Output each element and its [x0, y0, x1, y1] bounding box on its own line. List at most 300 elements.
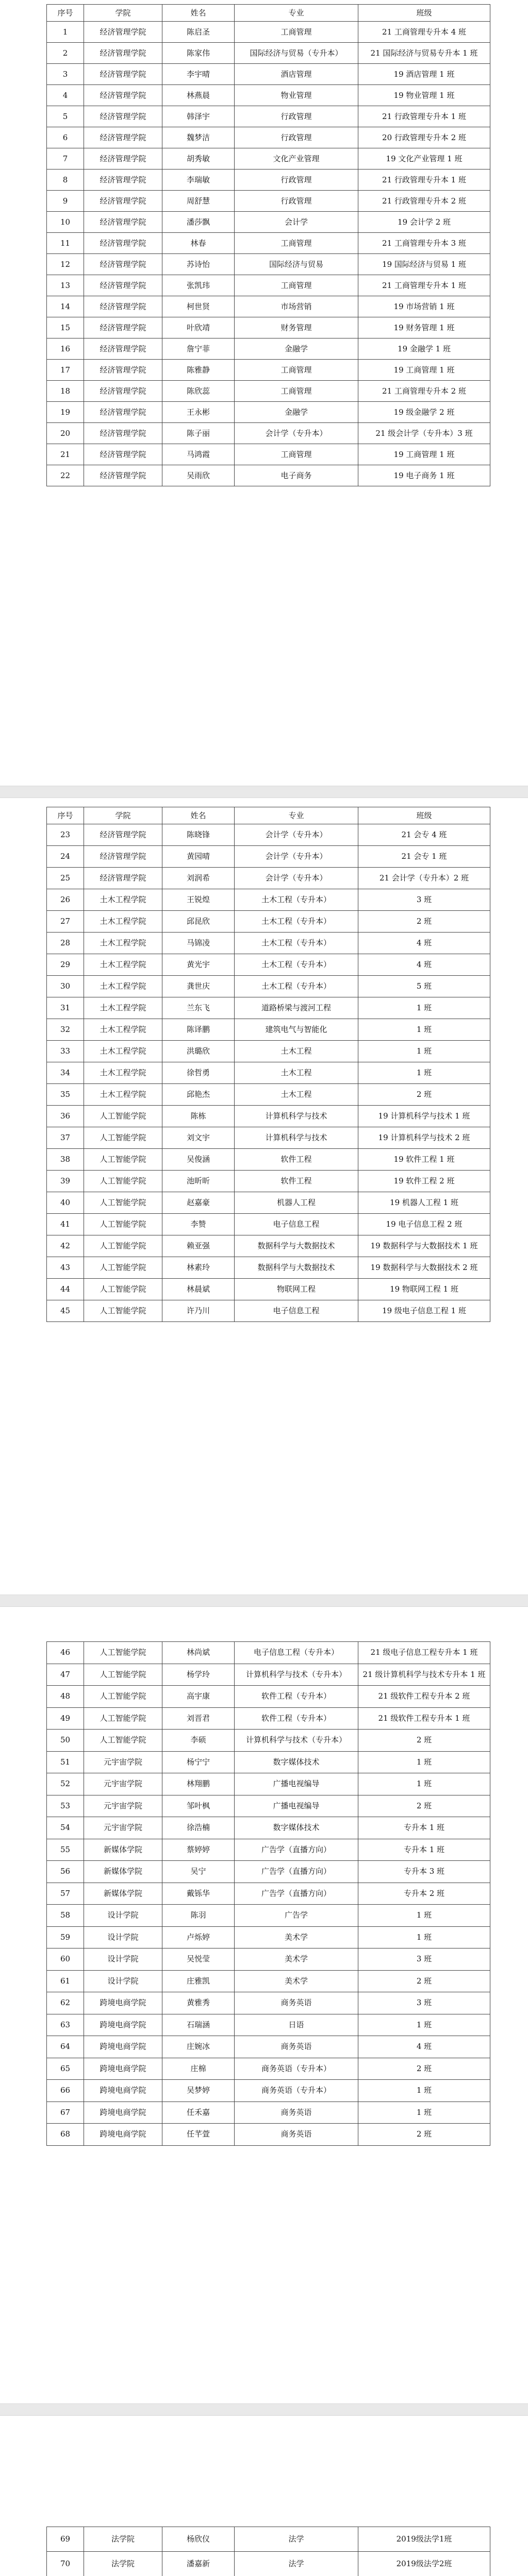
cell-major: 广告学 [235, 1905, 358, 1927]
cell-college: 元宇宙学院 [84, 1773, 162, 1795]
cell-college: 土木工程学院 [84, 1019, 162, 1041]
cell-name: 戴铄华 [162, 1883, 235, 1905]
page-separator [0, 2403, 528, 2416]
cell-index: 55 [47, 1839, 84, 1861]
cell-major: 数字媒体技术 [235, 1817, 358, 1839]
cell-index: 22 [47, 465, 84, 486]
table-row [47, 191, 490, 212]
cell-college: 人工智能学院 [84, 1106, 162, 1127]
cell-index: 57 [47, 1883, 84, 1905]
cell-class: 专升本 3 班 [358, 1861, 490, 1883]
cell-college: 经济管理学院 [84, 148, 162, 170]
roster-table-page-4 [46, 2527, 490, 2576]
cell-name: 周舒慧 [162, 191, 235, 212]
cell-major: 广告学（直播方向） [235, 1839, 358, 1861]
cell-index: 32 [47, 1019, 84, 1041]
cell-name: 邱艳杰 [162, 1084, 235, 1106]
table-row [47, 43, 490, 64]
cell-name: 魏梦洁 [162, 127, 235, 148]
cell-index: 69 [47, 2527, 84, 2552]
cell-college: 人工智能学院 [84, 1192, 162, 1214]
cell-index: 60 [47, 1948, 84, 1971]
table-row [47, 1300, 490, 1322]
table-row [47, 233, 490, 254]
header-row [47, 5, 490, 22]
cell-college: 人工智能学院 [84, 1686, 162, 1708]
page-separator [0, 786, 528, 798]
cell-name: 张凯玮 [162, 275, 235, 296]
cell-class: 1 班 [358, 1905, 490, 1927]
cell-college: 人工智能学院 [84, 1257, 162, 1279]
cell-name: 庄棉 [162, 2058, 235, 2080]
header-class: 班级 [358, 807, 490, 824]
cell-index: 67 [47, 2102, 84, 2124]
cell-name: 卢烁婷 [162, 1926, 235, 1948]
cell-index: 64 [47, 2036, 84, 2058]
table-row [47, 1192, 490, 1214]
cell-name: 邱昆欣 [162, 911, 235, 933]
cell-college: 经济管理学院 [84, 127, 162, 148]
cell-name: 黄雅秀 [162, 1992, 235, 2014]
cell-index: 43 [47, 1257, 84, 1279]
cell-index: 44 [47, 1279, 84, 1300]
cell-index: 65 [47, 2058, 84, 2080]
cell-name: 庄婉冰 [162, 2036, 235, 2058]
cell-index: 21 [47, 444, 84, 465]
cell-college: 经济管理学院 [84, 824, 162, 846]
page-2 [0, 804, 528, 1322]
cell-class: 1 班 [358, 2102, 490, 2124]
page-1 [0, 0, 528, 486]
cell-class: 19 电子信息工程 2 班 [358, 1214, 490, 1235]
table-row [47, 85, 490, 106]
table-row [47, 106, 490, 127]
cell-class: 专升本 2 班 [358, 1883, 490, 1905]
cell-name: 李赞 [162, 1214, 235, 1235]
cell-major: 计算机科学与技术 [235, 1106, 358, 1127]
table-row [47, 338, 490, 360]
cell-class: 2 班 [358, 911, 490, 933]
cell-college: 经济管理学院 [84, 233, 162, 254]
table-row [47, 846, 490, 868]
cell-college: 人工智能学院 [84, 1664, 162, 1686]
cell-name: 任芊萱 [162, 2124, 235, 2146]
cell-name: 李宇晴 [162, 64, 235, 85]
cell-class: 19 数据科学与大数据技术 2 班 [358, 1257, 490, 1279]
cell-college: 新媒体学院 [84, 1839, 162, 1861]
cell-name: 王锐煌 [162, 889, 235, 911]
cell-college: 经济管理学院 [84, 22, 162, 43]
cell-college: 经济管理学院 [84, 212, 162, 233]
table-row [47, 465, 490, 486]
cell-college: 人工智能学院 [84, 1171, 162, 1192]
cell-major: 广告学（直播方向） [235, 1883, 358, 1905]
cell-college: 跨境电商学院 [84, 2036, 162, 2058]
table-row [47, 22, 490, 43]
table-row [47, 997, 490, 1019]
cell-name: 任禾嘉 [162, 2102, 235, 2124]
cell-class: 1 班 [358, 997, 490, 1019]
cell-class: 4 班 [358, 2036, 490, 2058]
cell-name: 吴雨欣 [162, 465, 235, 486]
cell-name: 池昕昕 [162, 1171, 235, 1192]
cell-class: 2 班 [358, 1970, 490, 1992]
table-row [47, 423, 490, 444]
cell-major: 软件工程 [235, 1149, 358, 1171]
cell-index: 23 [47, 824, 84, 846]
cell-index: 58 [47, 1905, 84, 1927]
cell-index: 68 [47, 2124, 84, 2146]
cell-index: 52 [47, 1773, 84, 1795]
cell-major: 电子信息工程（专升本） [235, 1642, 358, 1664]
table-row [47, 1992, 490, 2014]
cell-major: 行政管理 [235, 127, 358, 148]
table-row [47, 868, 490, 889]
cell-name: 林燕晨 [162, 85, 235, 106]
cell-class: 21 级软件工程专升本 2 班 [358, 1686, 490, 1708]
cell-name: 林翔鹏 [162, 1773, 235, 1795]
cell-class: 19 计算机科学与技术 2 班 [358, 1127, 490, 1149]
cell-major: 酒店管理 [235, 64, 358, 85]
cell-index: 10 [47, 212, 84, 233]
cell-college: 经济管理学院 [84, 360, 162, 381]
cell-class: 21 工商管理专升本 4 班 [358, 22, 490, 43]
cell-name: 陈欣蕊 [162, 381, 235, 402]
table-row [47, 1970, 490, 1992]
cell-index: 66 [47, 2080, 84, 2102]
cell-major: 计算机科学与技术（专升本） [235, 1730, 358, 1752]
cell-index: 35 [47, 1084, 84, 1106]
cell-class: 21 工商管理专升本 2 班 [358, 381, 490, 402]
cell-name: 胡秀敏 [162, 148, 235, 170]
cell-college: 跨境电商学院 [84, 2058, 162, 2080]
cell-major: 土木工程（专升本） [235, 976, 358, 997]
table-row [47, 1817, 490, 1839]
cell-index: 27 [47, 911, 84, 933]
cell-name: 吴俊涵 [162, 1149, 235, 1171]
cell-name: 林晨斌 [162, 1279, 235, 1300]
cell-major: 电子信息工程 [235, 1214, 358, 1235]
cell-index: 20 [47, 423, 84, 444]
table-row [47, 1127, 490, 1149]
cell-major: 商务英语 [235, 2102, 358, 2124]
cell-major: 土木工程 [235, 1041, 358, 1062]
cell-major: 广播电视编导 [235, 1773, 358, 1795]
cell-index: 3 [47, 64, 84, 85]
cell-name: 邹叶枫 [162, 1795, 235, 1817]
table-row [47, 2552, 490, 2576]
cell-major: 工商管理 [235, 360, 358, 381]
cell-college: 经济管理学院 [84, 868, 162, 889]
cell-name: 韩泽宇 [162, 106, 235, 127]
cell-name: 叶欣靖 [162, 317, 235, 338]
table-row [47, 1041, 490, 1062]
cell-index: 16 [47, 338, 84, 360]
cell-class: 1 班 [358, 1019, 490, 1041]
table-row [47, 1171, 490, 1192]
cell-index: 51 [47, 1751, 84, 1773]
cell-index: 11 [47, 233, 84, 254]
cell-index: 28 [47, 933, 84, 954]
cell-name: 杨宁宁 [162, 1751, 235, 1773]
cell-class: 19 软件工程 2 班 [358, 1171, 490, 1192]
cell-college: 元宇宙学院 [84, 1751, 162, 1773]
table-row [47, 402, 490, 423]
cell-college: 经济管理学院 [84, 64, 162, 85]
cell-index: 42 [47, 1235, 84, 1257]
table-row [47, 1664, 490, 1686]
cell-name: 陈启圣 [162, 22, 235, 43]
cell-class: 21 会专 1 班 [358, 846, 490, 868]
table-row [47, 1883, 490, 1905]
header-name: 姓名 [162, 5, 235, 22]
header-index: 序号 [47, 5, 84, 22]
table-row [47, 1106, 490, 1127]
cell-class: 19 计算机科学与技术 1 班 [358, 1106, 490, 1127]
cell-class: 1 班 [358, 1062, 490, 1084]
cell-name: 李硕 [162, 1730, 235, 1752]
cell-index: 13 [47, 275, 84, 296]
cell-class: 1 班 [358, 1041, 490, 1062]
cell-class: 专升本 1 班 [358, 1817, 490, 1839]
table-row [47, 889, 490, 911]
table-row [47, 1084, 490, 1106]
roster-table-page-3 [46, 1641, 490, 2146]
cell-class: 21 级会计学（专升本）3 班 [358, 423, 490, 444]
cell-major: 土木工程（专升本） [235, 911, 358, 933]
cell-college: 法学院 [84, 2552, 162, 2576]
cell-major: 行政管理 [235, 106, 358, 127]
cell-major: 国际经济与贸易 [235, 254, 358, 275]
cell-name: 詹宁菲 [162, 338, 235, 360]
table-row [47, 381, 490, 402]
cell-class: 19 市场营销 1 班 [358, 296, 490, 317]
cell-name: 吴宁 [162, 1861, 235, 1883]
cell-college: 设计学院 [84, 1948, 162, 1971]
cell-index: 26 [47, 889, 84, 911]
cell-name: 许乃川 [162, 1300, 235, 1322]
cell-class: 2019级法学1班 [358, 2527, 490, 2552]
cell-college: 跨境电商学院 [84, 2102, 162, 2124]
cell-name: 黄园晴 [162, 846, 235, 868]
cell-index: 62 [47, 1992, 84, 2014]
cell-college: 经济管理学院 [84, 444, 162, 465]
cell-college: 土木工程学院 [84, 997, 162, 1019]
cell-class: 19 级金融学 2 班 [358, 402, 490, 423]
cell-class: 19 物联网工程 1 班 [358, 1279, 490, 1300]
cell-name: 刘晋君 [162, 1707, 235, 1730]
cell-index: 34 [47, 1062, 84, 1084]
cell-class: 3 班 [358, 1992, 490, 2014]
table-row [47, 1839, 490, 1861]
cell-class: 5 班 [358, 976, 490, 997]
cell-major: 数字媒体技术 [235, 1751, 358, 1773]
cell-name: 高宇康 [162, 1686, 235, 1708]
cell-major: 计算机科学与技术 [235, 1127, 358, 1149]
table-row [47, 1149, 490, 1171]
cell-class: 21 会计学（专升本）2 班 [358, 868, 490, 889]
table-row [47, 275, 490, 296]
table-row [47, 2036, 490, 2058]
cell-college: 土木工程学院 [84, 933, 162, 954]
cell-index: 2 [47, 43, 84, 64]
cell-index: 61 [47, 1970, 84, 1992]
cell-name: 柯世贤 [162, 296, 235, 317]
cell-major: 商务英语 [235, 2124, 358, 2146]
cell-name: 庄雅凯 [162, 1970, 235, 1992]
cell-major: 工商管理 [235, 233, 358, 254]
cell-name: 蔡婷婷 [162, 1839, 235, 1861]
cell-name: 徐浩楠 [162, 1817, 235, 1839]
cell-index: 39 [47, 1171, 84, 1192]
table-row [47, 1861, 490, 1883]
cell-class: 2 班 [358, 1795, 490, 1817]
cell-index: 46 [47, 1642, 84, 1664]
header-major: 专业 [235, 5, 358, 22]
table-row [47, 1751, 490, 1773]
table-row [47, 127, 490, 148]
cell-major: 土木工程（专升本） [235, 889, 358, 911]
cell-class: 21 国际经济与贸易专升本 1 班 [358, 43, 490, 64]
cell-name: 马鸿霞 [162, 444, 235, 465]
cell-class: 19 工商管理 1 班 [358, 360, 490, 381]
cell-major: 美术学 [235, 1926, 358, 1948]
cell-class: 4 班 [358, 954, 490, 976]
cell-major: 计算机科学与技术（专升本） [235, 1664, 358, 1686]
cell-class: 19 会计学 2 班 [358, 212, 490, 233]
cell-index: 6 [47, 127, 84, 148]
table-row [47, 1707, 490, 1730]
cell-name: 陈译鹏 [162, 1019, 235, 1041]
cell-index: 5 [47, 106, 84, 127]
cell-index: 41 [47, 1214, 84, 1235]
cell-college: 人工智能学院 [84, 1300, 162, 1322]
cell-major: 软件工程（专升本） [235, 1686, 358, 1708]
cell-major: 广播电视编导 [235, 1795, 358, 1817]
cell-college: 设计学院 [84, 1905, 162, 1927]
cell-class: 21 工商管理专升本 1 班 [358, 275, 490, 296]
cell-college: 经济管理学院 [84, 317, 162, 338]
table-row [47, 1795, 490, 1817]
cell-college: 经济管理学院 [84, 338, 162, 360]
cell-college: 跨境电商学院 [84, 1992, 162, 2014]
cell-class: 1 班 [358, 1773, 490, 1795]
cell-index: 18 [47, 381, 84, 402]
cell-major: 国际经济与贸易（专升本） [235, 43, 358, 64]
cell-index: 33 [47, 1041, 84, 1062]
cell-index: 30 [47, 976, 84, 997]
cell-major: 土木工程 [235, 1062, 358, 1084]
table-row [47, 1257, 490, 1279]
cell-name: 刘文宇 [162, 1127, 235, 1149]
cell-major: 美术学 [235, 1948, 358, 1971]
cell-name: 陈家伟 [162, 43, 235, 64]
cell-index: 40 [47, 1192, 84, 1214]
cell-major: 广告学（直播方向） [235, 1861, 358, 1883]
cell-name: 李瑞敏 [162, 170, 235, 191]
cell-class: 21 行政管理专升本 2 班 [358, 191, 490, 212]
table-row [47, 2080, 490, 2102]
cell-college: 土木工程学院 [84, 889, 162, 911]
cell-major: 金融学 [235, 402, 358, 423]
cell-name: 吴梦婷 [162, 2080, 235, 2102]
table-row [47, 1235, 490, 1257]
cell-major: 文化产业管理 [235, 148, 358, 170]
cell-name: 林春 [162, 233, 235, 254]
cell-class: 21 行政管理专升本 1 班 [358, 106, 490, 127]
table-row [47, 2014, 490, 2036]
cell-index: 9 [47, 191, 84, 212]
cell-major: 工商管理 [235, 444, 358, 465]
header-index: 序号 [47, 807, 84, 824]
cell-name: 潘嘉新 [162, 2552, 235, 2576]
cell-index: 49 [47, 1707, 84, 1730]
cell-major: 行政管理 [235, 191, 358, 212]
cell-class: 2 班 [358, 1084, 490, 1106]
cell-name: 杨欣仪 [162, 2527, 235, 2552]
table-row [47, 954, 490, 976]
cell-index: 14 [47, 296, 84, 317]
cell-college: 人工智能学院 [84, 1707, 162, 1730]
table-row [47, 1214, 490, 1235]
cell-class: 1 班 [358, 2014, 490, 2036]
roster-table-page-2 [46, 807, 490, 1322]
cell-major: 建筑电气与智能化 [235, 1019, 358, 1041]
cell-class: 专升本 1 班 [358, 1839, 490, 1861]
cell-major: 商务英语（专升本） [235, 2080, 358, 2102]
cell-name: 林素玲 [162, 1257, 235, 1279]
page-3 [0, 1607, 528, 2146]
cell-major: 物联网工程 [235, 1279, 358, 1300]
cell-class: 19 国际经济与贸易 1 班 [358, 254, 490, 275]
cell-name: 石瑞涵 [162, 2014, 235, 2036]
cell-college: 人工智能学院 [84, 1127, 162, 1149]
cell-major: 道路桥梁与渡河工程 [235, 997, 358, 1019]
cell-college: 经济管理学院 [84, 296, 162, 317]
cell-major: 土木工程（专升本） [235, 933, 358, 954]
cell-name: 龚世庆 [162, 976, 235, 997]
cell-name: 吴悦莹 [162, 1948, 235, 1971]
cell-index: 50 [47, 1730, 84, 1752]
header-college: 学院 [84, 807, 162, 824]
cell-index: 7 [47, 148, 84, 170]
cell-college: 人工智能学院 [84, 1730, 162, 1752]
table-row [47, 1642, 490, 1664]
table-row [47, 1926, 490, 1948]
cell-major: 软件工程 [235, 1171, 358, 1192]
header-major: 专业 [235, 807, 358, 824]
cell-class: 19 数据科学与大数据技术 1 班 [358, 1235, 490, 1257]
table-row [47, 296, 490, 317]
cell-major: 财务管理 [235, 317, 358, 338]
header-class: 班级 [358, 5, 490, 22]
cell-college: 人工智能学院 [84, 1235, 162, 1257]
cell-major: 美术学 [235, 1970, 358, 1992]
cell-major: 会计学 [235, 212, 358, 233]
table-row [47, 1905, 490, 1927]
cell-index: 12 [47, 254, 84, 275]
cell-class: 2019级法学2班 [358, 2552, 490, 2576]
cell-college: 土木工程学院 [84, 976, 162, 997]
cell-major: 机器人工程 [235, 1192, 358, 1214]
cell-name: 林尚斌 [162, 1642, 235, 1664]
cell-college: 人工智能学院 [84, 1642, 162, 1664]
cell-index: 45 [47, 1300, 84, 1322]
cell-college: 新媒体学院 [84, 1861, 162, 1883]
cell-index: 8 [47, 170, 84, 191]
cell-major: 会计学（专升本） [235, 423, 358, 444]
cell-college: 经济管理学院 [84, 43, 162, 64]
